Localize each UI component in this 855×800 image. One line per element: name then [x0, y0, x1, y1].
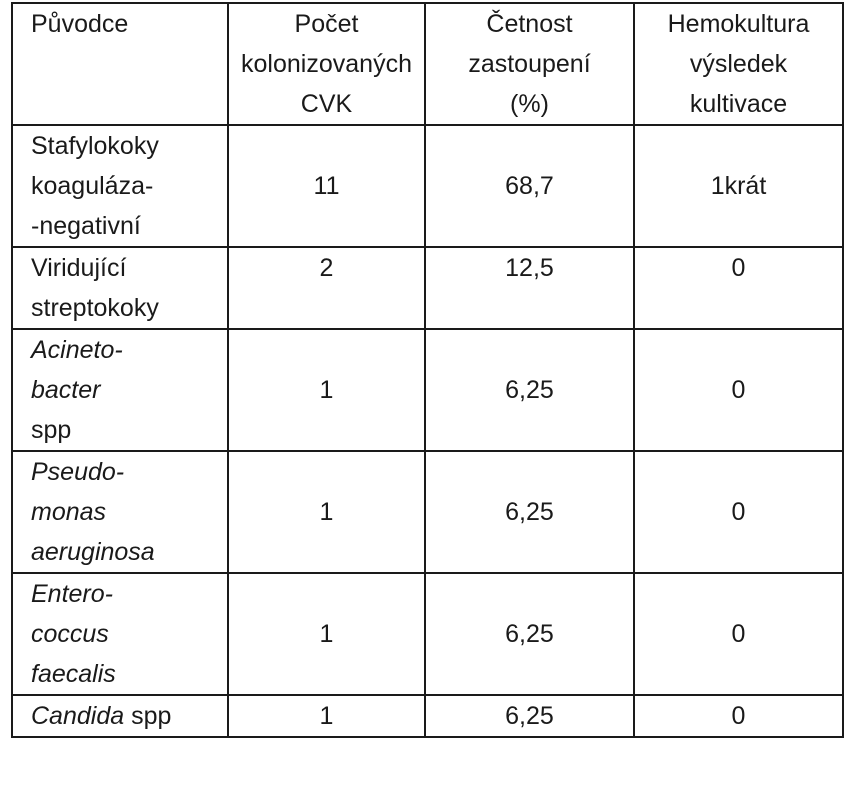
table-row — [12, 695, 843, 737]
table-row — [12, 451, 843, 573]
pathogen-cell — [12, 329, 228, 451]
pathogen-line — [31, 696, 227, 736]
pathogen-line: Viridující — [31, 254, 127, 282]
header-frequency-line-2: zastoupení — [468, 50, 591, 78]
frequency-cell: 68,7 — [425, 125, 634, 247]
header-culture — [634, 3, 843, 125]
header-culture-line-1: Hemokultura — [667, 10, 810, 38]
table-row — [12, 247, 843, 329]
pathogen-line: faecalis — [31, 660, 116, 688]
header-frequency-line-1: Četnost — [486, 10, 573, 38]
header-count-line-3: CVK — [300, 90, 353, 118]
pathogen-line: -negativní — [31, 212, 141, 240]
header-culture-line-2: výsledek — [689, 50, 788, 78]
pathogen-line: bacter — [31, 376, 101, 404]
culture-cell: 0 — [634, 573, 843, 695]
culture-cell: 0 — [634, 329, 843, 451]
pathogen-cell — [12, 451, 228, 573]
pathogen-line: Pseudo- — [31, 458, 125, 486]
pathogen-table — [11, 2, 844, 738]
frequency-cell: 6,25 — [425, 695, 634, 737]
frequency-cell: 6,25 — [425, 573, 634, 695]
pathogen-line: coccus — [31, 620, 109, 648]
count-cell: 11 — [228, 125, 425, 247]
pathogen-name: Candida — [31, 702, 125, 730]
table-row — [12, 329, 843, 451]
header-count-line-1: Počet — [294, 10, 359, 38]
pathogen-line: koaguláza- — [31, 172, 154, 200]
pathogen-line: spp — [31, 416, 72, 444]
culture-cell: 0 — [634, 247, 843, 329]
header-pathogen-line: Původce — [31, 10, 129, 38]
count-cell: 1 — [228, 329, 425, 451]
pathogen-cell — [12, 247, 228, 329]
pathogen-cell — [12, 695, 228, 737]
culture-cell: 0 — [634, 451, 843, 573]
pathogen-cell — [12, 573, 228, 695]
frequency-cell: 6,25 — [425, 451, 634, 573]
header-row — [12, 3, 843, 125]
pathogen-line: Acineto- — [31, 336, 123, 364]
header-culture-line-3: kultivace — [689, 90, 788, 118]
pathogen-cell — [12, 125, 228, 247]
header-pathogen — [12, 3, 228, 125]
count-cell: 1 — [228, 573, 425, 695]
header-frequency — [425, 3, 634, 125]
pathogen-line: aeruginosa — [31, 538, 155, 566]
header-count — [228, 3, 425, 125]
culture-cell: 1krát — [634, 125, 843, 247]
pathogen-line: monas — [31, 498, 107, 526]
pathogen-line: Stafylokoky — [31, 132, 159, 160]
frequency-cell: 6,25 — [425, 329, 634, 451]
count-cell: 1 — [228, 695, 425, 737]
pathogen-line: streptokoky — [31, 294, 159, 322]
header-frequency-line-3: (%) — [510, 90, 549, 118]
pathogen-line: Entero- — [31, 580, 113, 608]
pathogen-suffix: spp — [124, 702, 172, 730]
header-count-line-2: kolonizovaných — [241, 50, 412, 78]
culture-cell: 0 — [634, 695, 843, 737]
table-row — [12, 573, 843, 695]
table-row — [12, 125, 843, 247]
count-cell: 1 — [228, 451, 425, 573]
frequency-cell: 12,5 — [425, 247, 634, 329]
count-cell: 2 — [228, 247, 425, 329]
